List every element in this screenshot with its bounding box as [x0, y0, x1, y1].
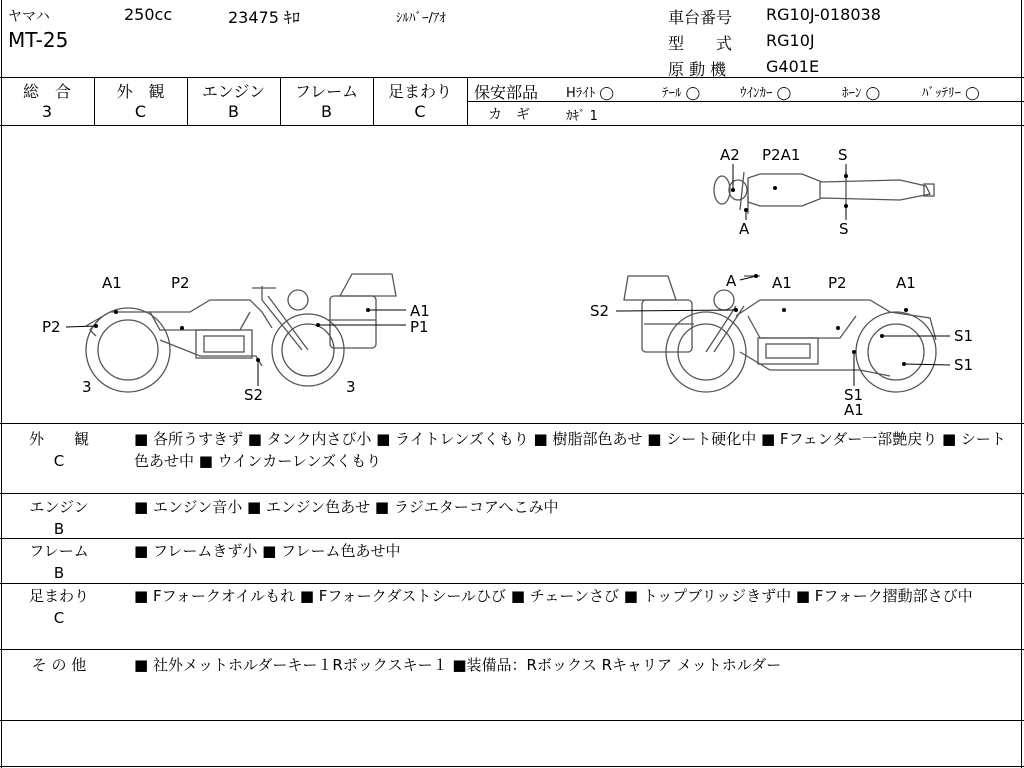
remark-exterior-text: ■ 各所うすきず ■ タンク内さび小 ■ ライトレンズくもり ■ 樹脂部色あせ ■ シート硬化中 ■ Fフェンダー一部艶戻り ■ シート色あせ中 ■ ウインカーレンズくもり [134, 430, 1006, 470]
marker-label: A2 [720, 146, 740, 164]
exterior-value: C [134, 102, 147, 121]
right-side-bike-icon [624, 276, 936, 392]
divider [0, 720, 1024, 721]
divider [1021, 0, 1022, 768]
engine-grade-value: B [228, 102, 239, 121]
marker-label: A1 [772, 274, 792, 292]
marker-label: A [739, 220, 750, 238]
remark-frame-text: ■ フレームきず小 ■ フレーム色あせ中 [134, 542, 401, 560]
safety-item-tail [662, 82, 700, 101]
remark-category: 外 観 [28, 430, 89, 448]
marker-label: P2 [828, 274, 847, 292]
maker: ヤマハ [8, 9, 50, 25]
marker-label: S [839, 220, 849, 238]
engine-grade-label: エンジン [201, 82, 266, 101]
color: ｼﾙﾊﾞｰ/ｱｵ [396, 11, 446, 26]
marker-label: 3 [82, 378, 92, 396]
remark-exterior-label [4, 428, 114, 472]
overall-value: 3 [41, 102, 53, 121]
safety-item-horn [842, 82, 880, 101]
safety-item-label: ﾊﾞｯﾃﾘｰ [922, 86, 961, 101]
engine-value: G401E [766, 57, 820, 76]
type-value: RG10J [766, 31, 815, 50]
frame-grade-label: フレーム [294, 82, 359, 101]
mileage: 23475 ｷﾛ [228, 8, 300, 27]
top-view-bike-icon [714, 172, 934, 214]
divider [0, 493, 1024, 494]
divider [467, 77, 468, 125]
divider [0, 423, 1024, 424]
circle-mark-icon: ◯ [865, 86, 881, 101]
frame-no-label: 車台番号 [668, 8, 733, 27]
marker-label: S1 [954, 327, 974, 345]
circle-mark-icon: ◯ [965, 86, 980, 101]
safety-item-label: ﾃｰﾙ [662, 86, 682, 101]
circle-mark-icon: ◯ [599, 86, 614, 101]
type-label: 型 式 [668, 34, 733, 53]
suspension-grade-label: 足まわり [387, 82, 452, 101]
displacement: 250cc [124, 5, 173, 24]
marker-label: P2 [171, 274, 190, 292]
remark-category: フレーム [29, 542, 89, 560]
remark-category: 足まわり [28, 587, 89, 605]
frame-no-value: RG10J-018038 [766, 5, 881, 24]
safety-parts-title: 保安部品 [474, 83, 539, 102]
divider [0, 538, 1024, 539]
remark-suspension-label [4, 585, 114, 629]
remark-suspension-text: ■ Fフォークオイルもれ ■ Fフォークダストシールひび ■ チェーンさび ■ トップブリッジきず中 ■ Fフォーク摺動部さび中 [134, 587, 973, 605]
divider [0, 77, 1024, 78]
exterior-label: 外 観 [116, 82, 165, 101]
marker-label: A1 [844, 401, 864, 419]
divider [0, 583, 1024, 584]
circle-mark-icon: ◯ [685, 86, 701, 101]
safety-item-battery [922, 82, 980, 101]
marker-label: A1 [102, 274, 122, 292]
marker-label: S2 [590, 302, 610, 320]
key-value: ｶｷﾞ 1 [566, 109, 598, 124]
remark-other-text: ■ 社外メットホルダーキー１Rボックスキー１ ■装備品：Rボックス Rキャリア メットホルダー [134, 656, 782, 674]
remark-grade: B [53, 520, 65, 538]
marker-label: S [838, 146, 848, 164]
safety-item-label: Hﾗｲﾄ [566, 86, 596, 101]
marker-label: P2 [42, 318, 61, 336]
marker-label: 3 [346, 378, 356, 396]
remark-grade: C [53, 609, 65, 627]
key-label: カ ギ [488, 107, 530, 123]
frame-grade-value: B [321, 102, 332, 121]
remark-engine-text: ■ エンジン音小 ■ エンジン色あせ ■ ラジエターコアへこみ中 [134, 498, 559, 516]
safety-item-headlight [566, 82, 614, 101]
divider [0, 125, 1024, 126]
overall-label: 総 合 [22, 82, 71, 101]
marker-label: A1 [410, 302, 430, 320]
marker-label: S1 [844, 386, 864, 404]
marker-label: P1 [410, 318, 429, 336]
suspension-grade-value: C [414, 102, 426, 121]
remark-grade: B [53, 564, 65, 582]
safety-item-label: ﾎｰﾝ [842, 86, 862, 101]
safety-item-winker [740, 82, 791, 101]
remark-category: そ の 他 [31, 656, 87, 674]
remark-engine-label [4, 496, 114, 540]
left-side-bike-icon [86, 274, 396, 392]
divider [468, 101, 1024, 102]
marker-label: S2 [244, 386, 264, 404]
model-name: MT-25 [8, 28, 69, 52]
remark-other-label [4, 654, 114, 676]
marker-label: P2A1 [762, 146, 801, 164]
remark-frame-label [4, 540, 114, 584]
remark-category: エンジン [29, 498, 89, 516]
divider [0, 649, 1024, 650]
circle-mark-icon: ◯ [776, 86, 792, 101]
divider [0, 766, 1024, 767]
marker-label: A [726, 272, 737, 290]
safety-item-label: ｳｲﾝｶｰ [740, 86, 773, 101]
remark-grade: C [53, 452, 65, 470]
marker-label: A1 [896, 274, 916, 292]
marker-label: S1 [954, 356, 974, 374]
engine-label: 原 動 機 [668, 60, 727, 79]
